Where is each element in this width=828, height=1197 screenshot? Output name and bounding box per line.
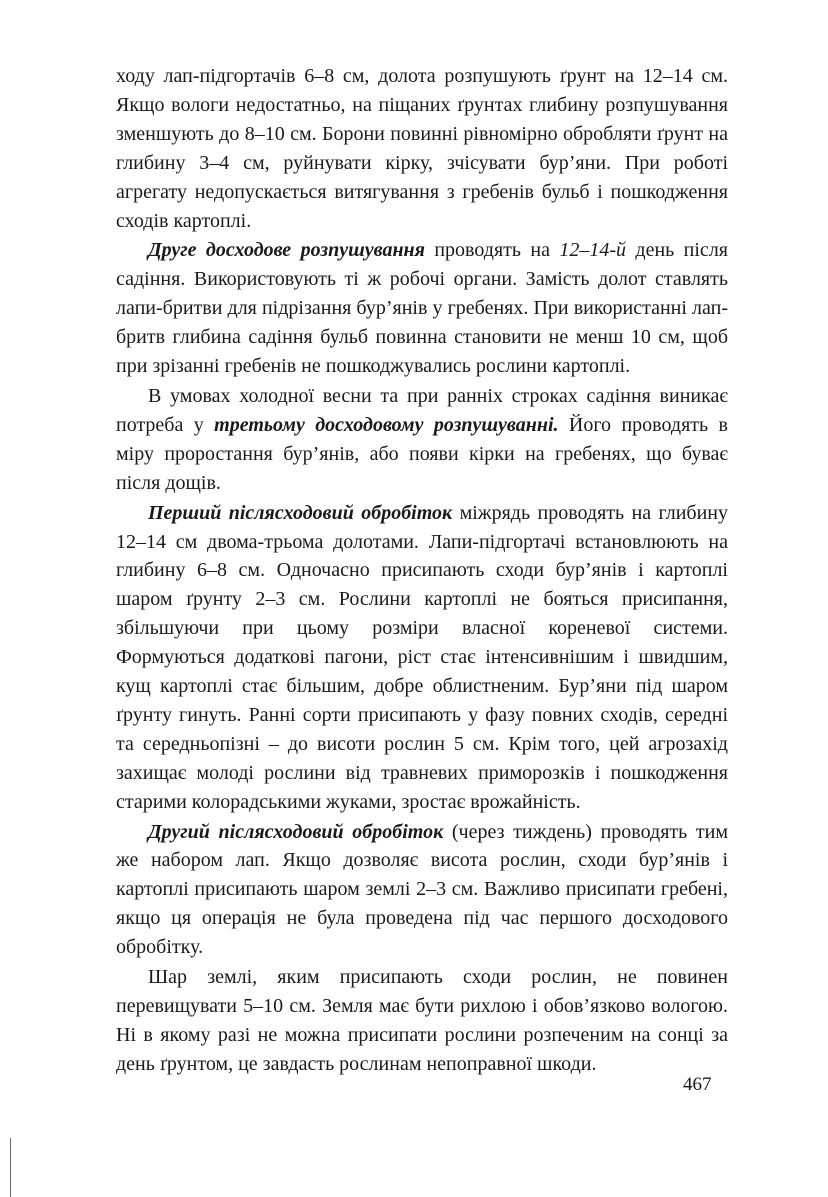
paragraph-text: міжрядь проводять на глибину 12–14 см двома-трьома долотами. Лапи-підгортачі встановлюють на глибину 6–8 см. Одночасно присипають сходи бур’янів і картоплі шаром ґрунту 2–3 см. Рослини картоплі не бояться присипання, збільшуючи при цьому розміри власної кореневої системи. Формуються додаткові пагони, ріст стає інтенсивнішим і швидшим, кущ картоплі стає більшим, добре облистненим. Бур’яни під шаром ґрунту гинуть. Ранні сорти присипають у фазу повних сходів, середні та середньопізні – до висоти рослин 5 см. Крім того, цей агрозахід захищає молоді рослини від травневих приморозків і пошкодження старими колорадськими жуками, зростає врожайність. xyxy=(116,501,728,813)
day-range: 12–14-й xyxy=(559,239,627,262)
paragraph-third-preemergence xyxy=(116,382,728,498)
term-first-postemergence-tillage: Перший післясходовий обробіток xyxy=(148,501,453,524)
page-number: 467 xyxy=(683,1074,712,1095)
paragraph-soil-layer: Шар землі, яким присипають сходи рослин, не повинен перевищувати 5–10 см. Земля має бути рихлою і обов’язково вологою. Ні в якому разі не можна присипати рослини розпеченим на сонці за день ґрунтом, це завдасть рослинам непоправної шкоди. xyxy=(116,966,728,1075)
page-body xyxy=(116,62,728,1079)
term-third-preemergence-loosening: третьому досходовому розпушуванні. xyxy=(214,413,559,436)
paragraph-text: проводять на xyxy=(424,239,560,262)
paragraph-text: день після садіння. Використовують ті ж робочі органи. Замість долот ставлять лапи-бритви для підрізання бур’янів у гребенях. При використанні лап-бритв глибина садіння бульб повинна становити не менш 10 см, щоб при зрізанні гребенів не пошкоджувались рослини картоплі. xyxy=(116,239,728,378)
paragraph-first-postemergence xyxy=(116,499,728,817)
binding-edge-line xyxy=(10,1138,11,1197)
paragraph-second-preemergence xyxy=(116,236,728,381)
paragraph-text: В умовах холодної весни та при ранніх строках садіння виникає потреба у xyxy=(116,384,728,436)
paragraph-continued: ходу лап-підгортачів 6–8 см, долота розпушують ґрунт на 12–14 см. Якщо вологи недостатньо, на піщаних ґрунтах глибину розпушування зменшують до 8–10 см. Борони повинні рівномірно обробляти ґрунт на глибину 3–4 см, руйнувати кірку, зчісувати бур’яни. При роботі агрегату недопускається витягування з гребенів бульб і пошкодження сходів картоплі. xyxy=(116,65,728,232)
paragraph-second-postemergence xyxy=(116,818,728,963)
term-second-postemergence-tillage: Другий післясходовий обробіток xyxy=(148,820,444,843)
paragraph-text: Його проводять в міру проростання бур’янів, або появи кірки на гребенях, що буває після дощів. xyxy=(116,413,728,494)
paragraph-text: (через тиждень) проводять тим же набором лап. Якщо дозволяє висота рослин, сходи бур’янів і картоплі присипають шаром землі 2–3 см. Важливо присипати гребені, якщо ця операція не була проведена під час першого досходового обробітку. xyxy=(116,820,729,959)
term-second-preemergence-loosening: Друге досходове розпушування xyxy=(148,239,425,262)
